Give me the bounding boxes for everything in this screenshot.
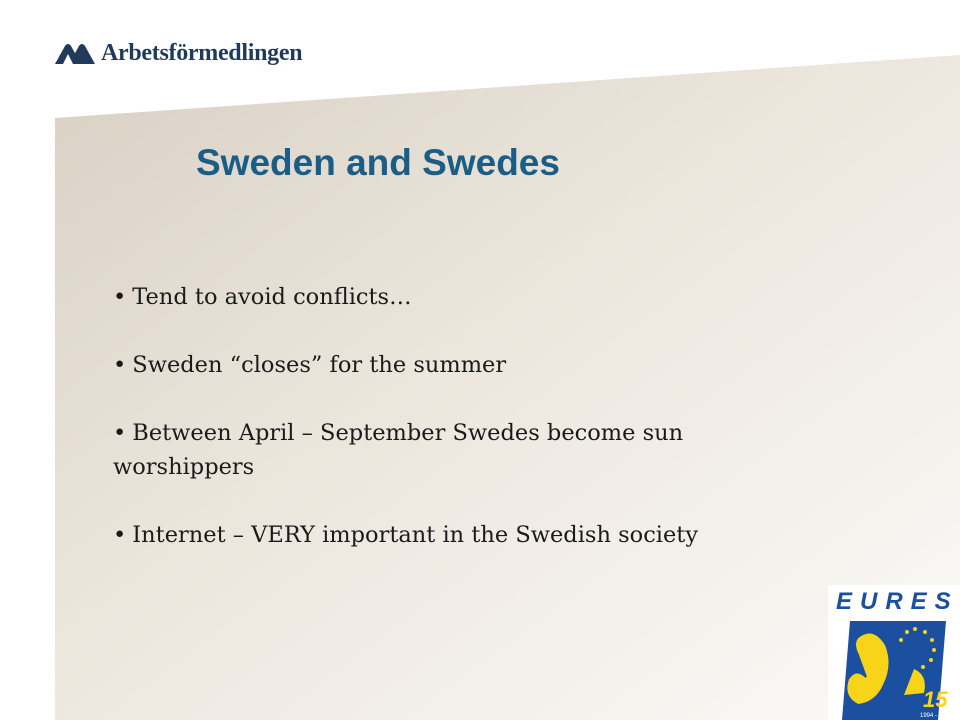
bullet-text: Sweden “closes” for the summer <box>132 352 507 378</box>
bullet-text: Internet – VERY important in the Swedish society <box>132 522 699 548</box>
slide-title: Sweden and Swedes <box>196 142 560 183</box>
bullet-icon: • <box>113 420 127 446</box>
bullet-icon: • <box>113 522 127 548</box>
eures-text: EURES <box>836 588 959 615</box>
eures-logo <box>828 585 960 720</box>
bullet-item <box>113 518 793 552</box>
logo-text: Arbetsförmedlingen <box>101 39 303 66</box>
eures-years: 1994 - 2009 <box>920 713 953 719</box>
bullet-item <box>113 348 793 382</box>
arbetsformedlingen-logo <box>55 36 302 70</box>
bullet-icon: • <box>113 284 127 310</box>
bullet-item <box>113 416 793 484</box>
eures-number: 15 <box>923 687 948 712</box>
bullet-list <box>113 280 793 586</box>
bullet-text: Between April – September Swedes become sun worshippers <box>113 420 684 480</box>
bullet-icon: • <box>113 352 127 378</box>
bullet-text: Tend to avoid conflicts… <box>132 284 412 310</box>
bullet-item <box>113 280 793 314</box>
logo-mark-icon <box>55 42 95 64</box>
